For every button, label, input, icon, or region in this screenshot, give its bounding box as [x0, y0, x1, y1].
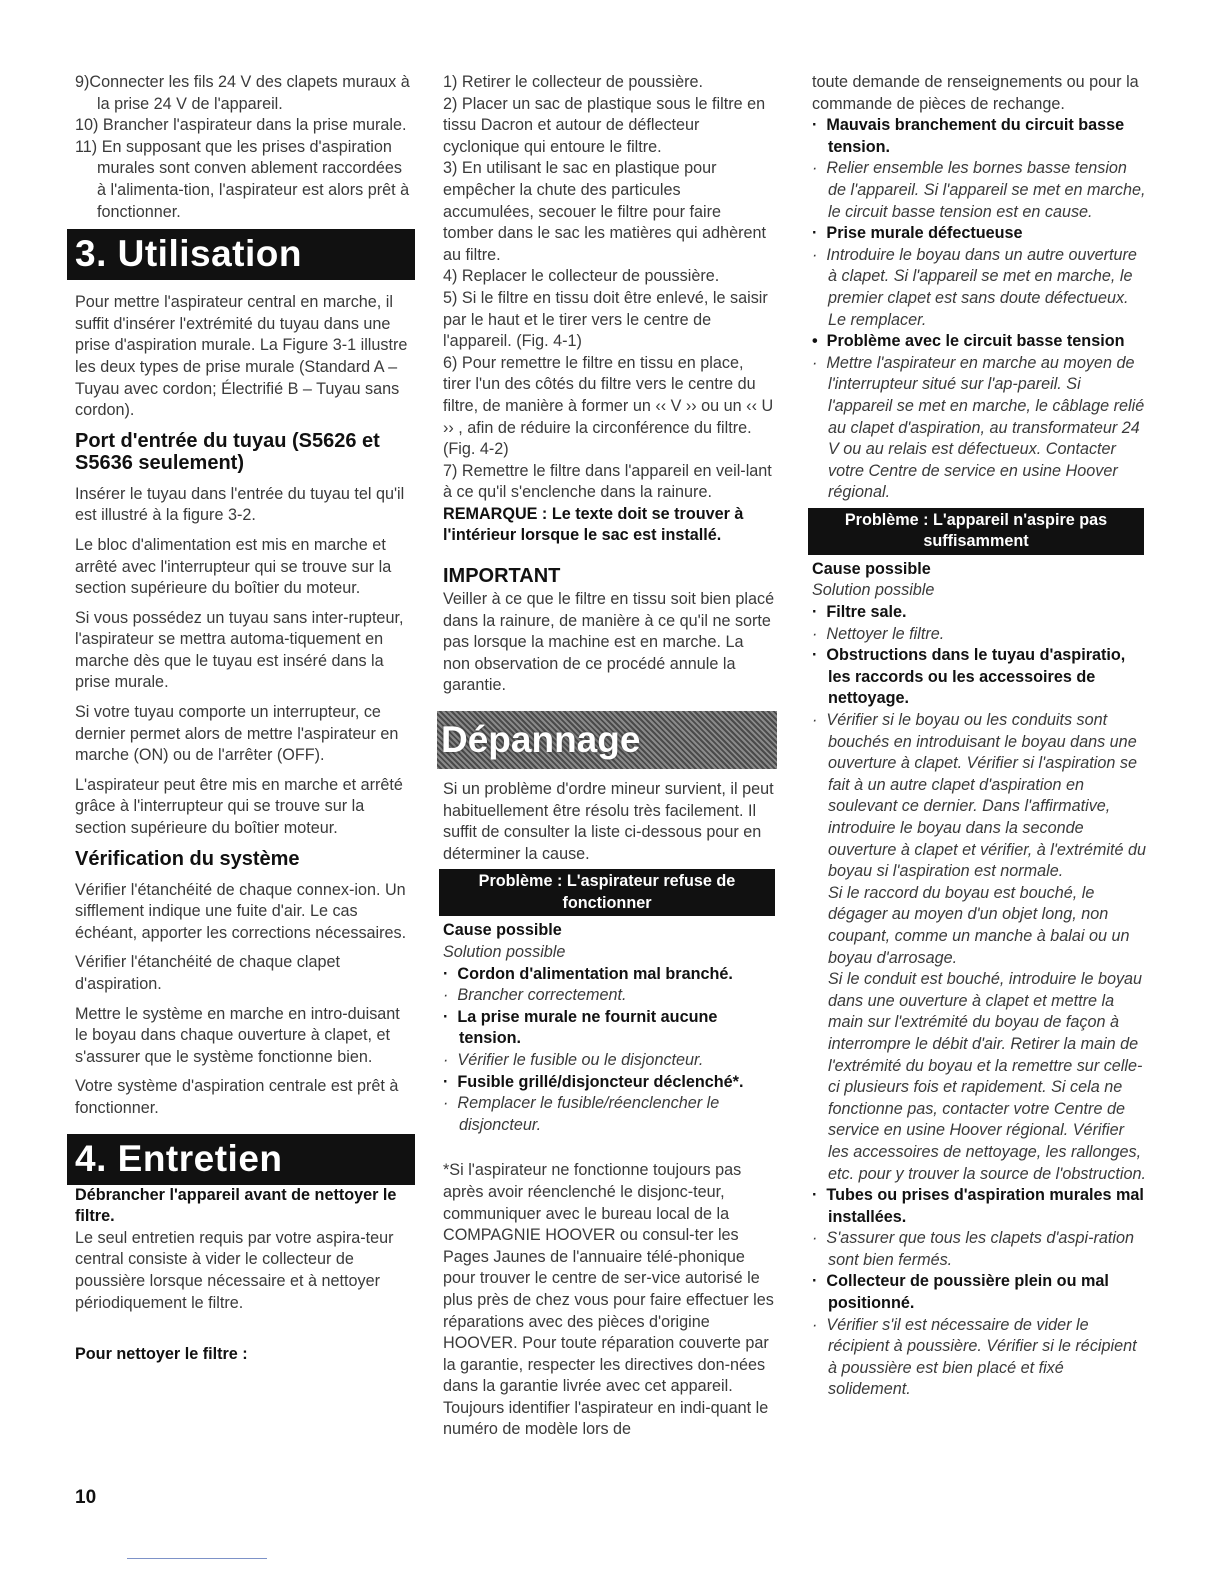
problem-2-banner: Problème : L'appareil n'aspire pas suffisamment [808, 508, 1144, 555]
column-2 [443, 72, 775, 1449]
step-5: 5) Si le filtre en tissu doit être enlevé, le saisir par le haut et le tirer vers le centre de l'appareil. (Fig. 4-1) [443, 288, 768, 351]
verification-para: Votre système d'aspiration centrale est prêt à fonctionner. [75, 1077, 399, 1117]
solution-item: · Vérifier le fusible ou le disjoncteur. [443, 1050, 704, 1069]
solution-item: Si le conduit est bouché, introduire le boyau dans une ouverture à clapet et mettre la main sur l'extrémité du boyau de façon à interrompre le débit d'air. Retirer la main de l'extrémité du boyau et la remettre sur celle-ci plusieurs fois et rapidement. Si cela ne fonctionne pas, contacter votre Centre de service en usine Hoover régional. Vérifier les accessoires de nettoyage, les rallonges, etc. pour y trouver la source de l'obstruction. [828, 970, 1147, 1183]
continued-text: toute demande de renseignements ou pour la commande de pièces de rechange. [812, 73, 1139, 113]
step-3: 3) En utilisant le sac en plastique pour empêcher la chute des particules accumulées, secouer le filtre pour faire tomber dans le sac les matières qui adhèrent au filtre. [443, 159, 767, 264]
verification-para: Mettre le système en marche en intro-duisant le boyau dans chaque ouverture à clapet, et s'assurer que le système fonctionne bien. [75, 1004, 400, 1066]
cause-item: · Fusible grillé/disjoncteur déclenché*. [443, 1072, 744, 1091]
section-4-text: Le seul entretien requis par votre aspira-teur central consiste à vider le collecteur de poussière lorsque nécessaire et à nettoyer périodiquement le filtre. [75, 1228, 394, 1312]
step-4: 4) Replacer le collecteur de poussière. [443, 267, 720, 286]
hoover-note-2: Toujours identifier l'aspirateur en indi-quant le numéro de modèle lors de [443, 1398, 769, 1439]
port-para: Si vous possédez un tuyau sans inter-rupteur, l'aspirateur se mettra automa-tiquement en marche dès que le tuyau est inséré dans la prise murale. [75, 608, 404, 692]
cause-item: · Obstructions dans le tuyau d'aspiratio, les raccords ou les accessoires de nettoyage. [812, 646, 1126, 708]
solution-label: Solution possible [812, 581, 935, 600]
step-9: 9)Connecter les fils 24 V des clapets muraux à la prise 24 V de l'appareil. [75, 73, 410, 113]
solution-item: · Nettoyer le filtre. [812, 624, 945, 643]
solution-item: · Brancher correctement. [443, 986, 627, 1005]
step-1: 1) Retirer le collecteur de poussière. [443, 73, 704, 91]
problem-1-banner: Problème : L'aspirateur refuse de fonctionner [439, 869, 775, 916]
cause-item: · Prise murale défectueuse [812, 224, 1023, 243]
section-3-intro: Pour mettre l'aspirateur central en marche, il suffit d'insérer l'extrémité du tuyau dans une prise d'aspiration murale. La Figure 3-1 illustre les deux types de prise murale (Standard A – Tuyau avec cordon; Électrifié B – Tuyau sans cordon). [75, 293, 408, 420]
footer-rule [127, 1558, 267, 1559]
step-11: 11) En supposant que les prises d'aspiration murales sont conven ablement raccordées à l'alimenta-tion, l'aspirateur est alors prêt à fonctionner. [75, 137, 410, 221]
section-4-title: 4. Entretien [67, 1134, 415, 1185]
important-heading: IMPORTANT [443, 565, 561, 588]
verification-heading: Vérification du système [75, 847, 300, 870]
hoover-note: *Si l'aspirateur ne fonctionne toujours pas après avoir réenclenché le disjonc-teur, communiquer avec le bureau local de la COMPAGNIE HOOVER ou consul-ter les Pages Jaunes de l'annuaire télé-phonique pour trouver le centre de ser-vice autorisé le plus près de chez vous pour faire effectuer les réparations avec des pièces d'origine HOOVER. Pour toute réparation couverte par la garantie, respecter les directives don-nées dans la garantie livrée avec cet appareil. [443, 1161, 774, 1396]
cause-item: • Problème avec le circuit basse tension [812, 332, 1125, 351]
step-10: 10) Brancher l'aspirateur dans la prise murale. [75, 116, 407, 135]
port-para: Insérer le tuyau dans l'entrée du tuyau tel qu'il est illustré à la figure 3-2. [75, 484, 405, 525]
cause-item: · Mauvais branchement du circuit basse tension. [812, 116, 1125, 156]
solution-item: · Introduire le boyau dans un autre ouverture à clapet. Si l'appareil se met en marche, le premier clapet est sans doute défectueux. Le remplacer. [812, 245, 1137, 329]
solution-item: · Vérifier s'il est nécessaire de vider le récipient à poussière. Vérifier si le récipient à poussière est bien placé et fixé solidement. [812, 1315, 1137, 1399]
solution-item: · Mettre l'aspirateur en marche au moyen de l'interrupteur situé sur l'ap-pareil. Si l'appareil se met en marche, le câblage relié au clapet d'aspiration, au transformateur 24 V ou au relais est défectueux. Contacter votre Centre de service en usine Hoover régional. [812, 353, 1145, 502]
page-number: 10 [75, 1487, 97, 1508]
solution-label: Solution possible [443, 943, 566, 961]
verification-para: Vérifier l'étanchéité de chaque connex-ion. Un sifflement indique une fuite d'air. Le cas échéant, apporter les corrections nécessaires. [75, 880, 407, 942]
solution-item: Si le raccord du boyau est bouché, le dégager au moyen d'un objet long, non coupant, comme un manche à balai ou un boyau d'arrosage. [828, 883, 1130, 967]
step-2: 2) Placer un sac de plastique sous le filtre en tissu Dacron et autour de déflecteur cyclonique qui entoure le filtre. [443, 94, 766, 156]
cause-item: · Filtre sale. [812, 603, 907, 622]
section-3-title: 3. Utilisation [67, 229, 415, 280]
cause-item: · Collecteur de poussière plein ou mal positionné. [812, 1272, 1109, 1313]
depannage-title [437, 711, 777, 769]
solution-item: · Remplacer le fusible/réenclencher le disjoncteur. [443, 1094, 720, 1134]
column-1 [75, 72, 410, 1374]
step-6: 6) Pour remettre le filtre en tissu en place, tirer l'un des côtés du filtre vers le centre du filtre, de manière à former un ‹‹ V ›› ou un ‹‹ U ›› , afin de réduire la circonférence du filtre. (Fig. 4-2) [443, 353, 774, 459]
cause-label: Cause possible [812, 559, 931, 578]
solution-item: · Vérifier si le boyau ou les conduits sont bouchés en introduisant le boyau dans une ouverture à clapet. Vérifier si l'aspiration se fait à un autre clapet d'aspiration en soulevant ce dernier. Dans l'affirmative, introduire le boyau dans la seconde ouverture à clapet et vérifier, à l'extrémité du boyau si l'aspiration est normale. [812, 711, 1147, 881]
cause-item: · Cordon d'alimentation mal branché. [443, 964, 733, 983]
important-text: Veiller à ce que le filtre en tissu soit bien placé dans la rainure, de manière à ce qu'il ne sorte pas lorsque la machine est en marche. La non observation de ce procédé annule la garantie. [443, 590, 775, 695]
verification-para: Vérifier l'étanchéité de chaque clapet d'aspiration. [75, 953, 340, 993]
cause-label: Cause possible [443, 921, 562, 940]
section-4-warning: Débrancher l'appareil avant de nettoyer le filtre. [75, 1185, 397, 1226]
port-para: Le bloc d'alimentation est mis en marche et arrêté avec l'interrupteur qui se trouve sur la section supérieure du boîtier du moteur. [75, 535, 392, 598]
depannage-intro: Si un problème d'ordre mineur survient, il peut habituellement être résolu très facilement. Il suffit de consulter la liste ci-dessous pour en déterminer la cause. [443, 780, 774, 863]
port-heading: Port d'entrée du tuyau (S5626 et S5636 seulement) [75, 429, 380, 474]
clean-filter-heading: Pour nettoyer le filtre : [75, 1345, 248, 1364]
depannage-title-text: Dépannage [441, 719, 641, 761]
solution-item: · S'assurer que tous les clapets d'aspi-ration sont bien fermés. [812, 1229, 1135, 1269]
step-7: 7) Remettre le filtre dans l'appareil en veil-lant à ce qu'il s'enclenche dans la rainure. [443, 461, 772, 502]
column-3 [812, 72, 1146, 1401]
remark: REMARQUE : Le texte doit se trouver à l'intérieur lorsque le sac est installé. [443, 504, 744, 545]
cause-item: · La prise murale ne fournit aucune tension. [443, 1007, 718, 1048]
port-para: Si votre tuyau comporte un interrupteur, ce dernier permet alors de mettre l'aspirateur en marche (ON) ou de l'arrêter (OFF). [75, 703, 399, 765]
port-para: L'aspirateur peut être mis en marche et arrêté grâce à l'interrupteur qui se trouve sur la section supérieure du boîtier moteur. [75, 775, 403, 838]
cause-item: · Tubes ou prises d'aspiration murales mal installées. [812, 1186, 1144, 1226]
solution-item: · Relier ensemble les bornes basse tension de l'appareil. Si l'appareil se met en marche, le circuit basse tension est en cause. [812, 159, 1146, 221]
